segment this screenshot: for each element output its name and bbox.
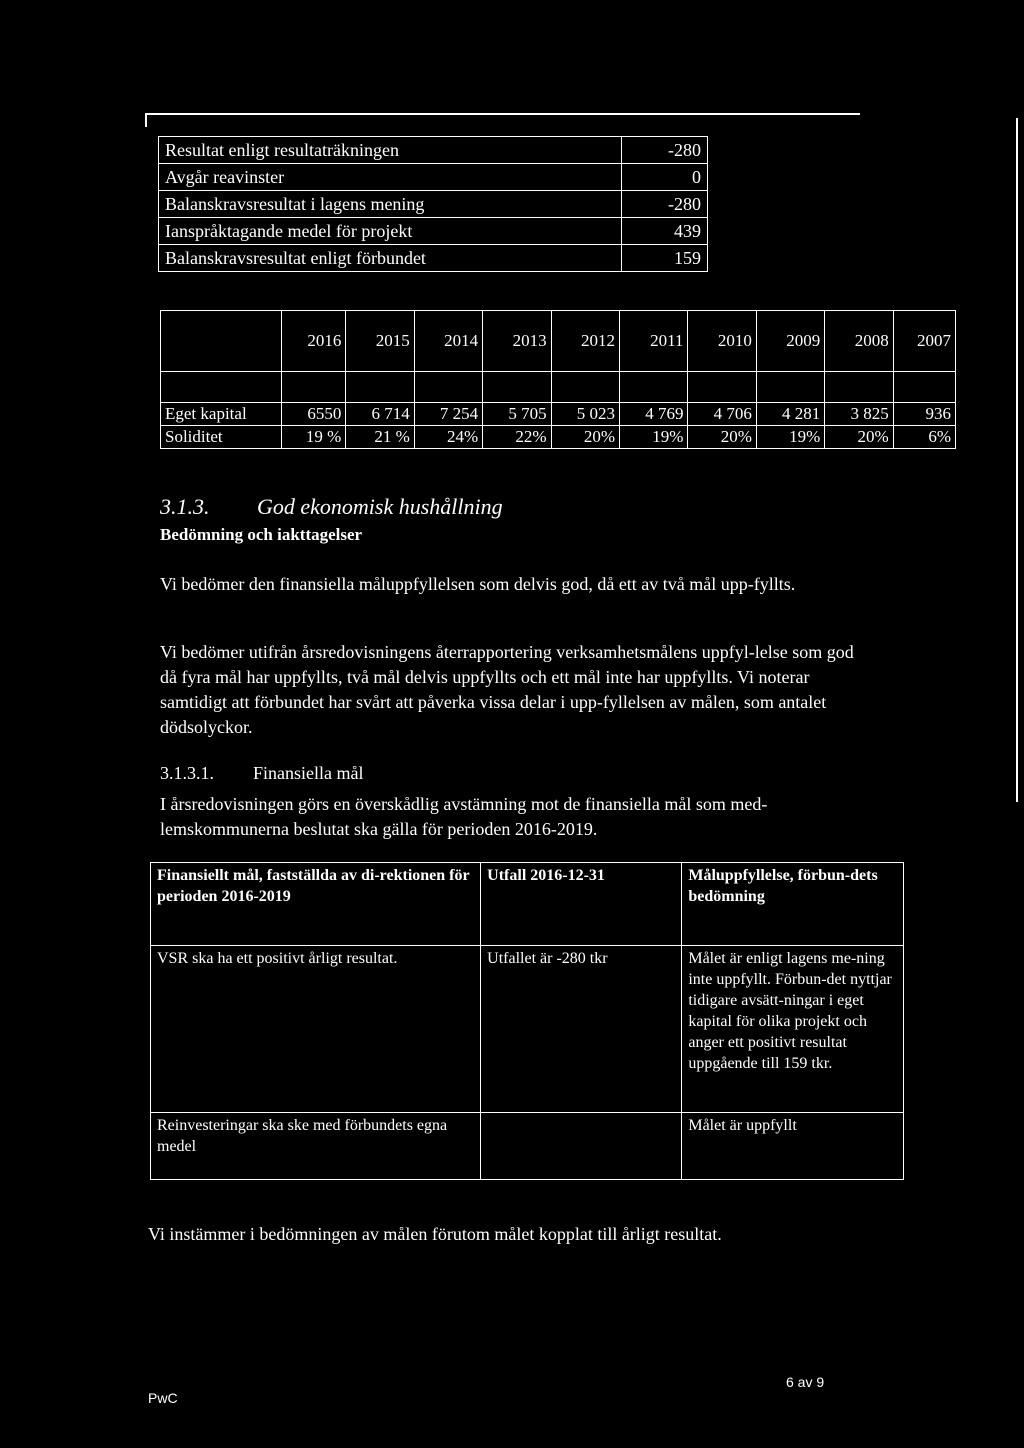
cell: 7 254	[414, 403, 482, 426]
top-rule-tick	[145, 113, 147, 127]
row-label: Ianspråktagande medel för projekt	[159, 218, 622, 245]
year-header: 2016	[282, 311, 346, 372]
cell-fulfilment: Målet är uppfyllt	[682, 1113, 904, 1180]
row-label: Balanskravsresultat i lagens mening	[159, 191, 622, 218]
assessment-paragraph-2: Vi bedömer utifrån årsredovisningens återrapportering verksamhetsmålens uppfyl-lelse som god då fyra mål har uppfyllts, två mål delvis uppfyllts och ett mål inte har uppfyllts. Vi noterar samtidigt att förbundet har svårt att påverka vissa delar i upp-fyllelsen av målen, som antalet dödsolyckor.	[160, 642, 854, 737]
assessment-subheading: Bedömning och iakttagelser	[160, 525, 363, 544]
table-row	[161, 426, 956, 449]
subsection-title: Finansiella mål	[253, 763, 364, 783]
row-value: 439	[622, 218, 708, 245]
year-header: 2011	[620, 311, 688, 372]
table-row	[159, 245, 708, 272]
cell: 6 714	[346, 403, 414, 426]
table-row	[151, 1113, 904, 1180]
closing-statement: Vi instämmer i bedömningen av målen förutom målet kopplat till årligt resultat.	[148, 1224, 722, 1244]
cell: 20%	[688, 426, 756, 449]
header-goal: Finansiellt mål, fastställda av di-rektionen för perioden 2016-2019	[151, 863, 481, 946]
equity-solidity-table	[160, 310, 956, 449]
cell-fulfilment: Målet är enligt lagens me-ning inte uppfyllt. Förbun-det nyttjar tidigare avsätt-ningar i eget kapital för olika projekt och anger ett positivt resultat uppgående till 159 tkr.	[682, 946, 904, 1113]
cell: 20%	[551, 426, 619, 449]
row-value: -280	[622, 191, 708, 218]
header-empty-cell	[161, 311, 282, 372]
cell: 5 023	[551, 403, 619, 426]
section-number: 3.1.3.	[160, 494, 210, 519]
row-label: Soliditet	[161, 426, 282, 449]
row-label: Resultat enligt resultaträkningen	[159, 137, 622, 164]
cell: 6%	[893, 426, 955, 449]
page-number: 6 av 9	[786, 1374, 825, 1390]
cell: 3 825	[825, 403, 893, 426]
year-header: 2014	[414, 311, 482, 372]
cell: 22%	[483, 426, 551, 449]
table-header-row	[161, 311, 956, 372]
year-header: 2013	[483, 311, 551, 372]
row-label: Eget kapital	[161, 403, 282, 426]
row-label: Avgår reavinster	[159, 164, 622, 191]
section-title: God ekonomisk hushållning	[257, 494, 503, 519]
financial-goals-table	[150, 862, 904, 1180]
subsection-paragraph: I årsredovisningen görs en överskådlig avstämning mot de finansiella mål som med-lemskommunerna beslutat ska gälla för perioden 2016-2019.	[160, 794, 768, 839]
year-header: 2009	[756, 311, 824, 372]
table-row	[151, 946, 904, 1113]
year-header: 2010	[688, 311, 756, 372]
header-outcome: Utfall 2016-12-31	[481, 863, 682, 946]
table-row	[161, 403, 956, 426]
table-spacer-row	[161, 372, 956, 403]
footer-brand: PwC	[148, 1390, 178, 1406]
cell: 20%	[825, 426, 893, 449]
year-header: 2015	[346, 311, 414, 372]
cell-outcome: Utfallet är -280 tkr	[481, 946, 682, 1113]
cell-outcome	[481, 1113, 682, 1180]
assessment-paragraph-1: Vi bedömer den finansiella måluppfyllelsen som delvis god, då ett av två mål upp-fyllts.	[160, 574, 796, 594]
cell: 19%	[620, 426, 688, 449]
cell: 19 %	[282, 426, 346, 449]
right-edge-rule	[1016, 118, 1018, 802]
table-row	[159, 137, 708, 164]
table-row	[159, 191, 708, 218]
year-header: 2008	[825, 311, 893, 372]
header-fulfilment: Måluppfyllelse, förbun-dets bedömning	[682, 863, 904, 946]
cell: 4 769	[620, 403, 688, 426]
row-value: 0	[622, 164, 708, 191]
cell: 4 281	[756, 403, 824, 426]
table-header-row	[151, 863, 904, 946]
cell-goal: VSR ska ha ett positivt årligt resultat.	[151, 946, 481, 1113]
row-label: Balanskravsresultat enligt förbundet	[159, 245, 622, 272]
year-header: 2012	[551, 311, 619, 372]
row-value: 159	[622, 245, 708, 272]
subsection-number: 3.1.3.1.	[160, 763, 214, 783]
cell: 21 %	[346, 426, 414, 449]
table-row	[159, 218, 708, 245]
cell: 4 706	[688, 403, 756, 426]
top-rule	[145, 113, 860, 115]
cell: 19%	[756, 426, 824, 449]
year-header: 2007	[893, 311, 955, 372]
cell: 6550	[282, 403, 346, 426]
row-value: -280	[622, 137, 708, 164]
balance-requirement-table	[158, 136, 708, 272]
table-row	[159, 164, 708, 191]
cell-goal: Reinvesteringar ska ske med förbundets egna medel	[151, 1113, 481, 1180]
cell: 5 705	[483, 403, 551, 426]
cell: 936	[893, 403, 955, 426]
cell: 24%	[414, 426, 482, 449]
